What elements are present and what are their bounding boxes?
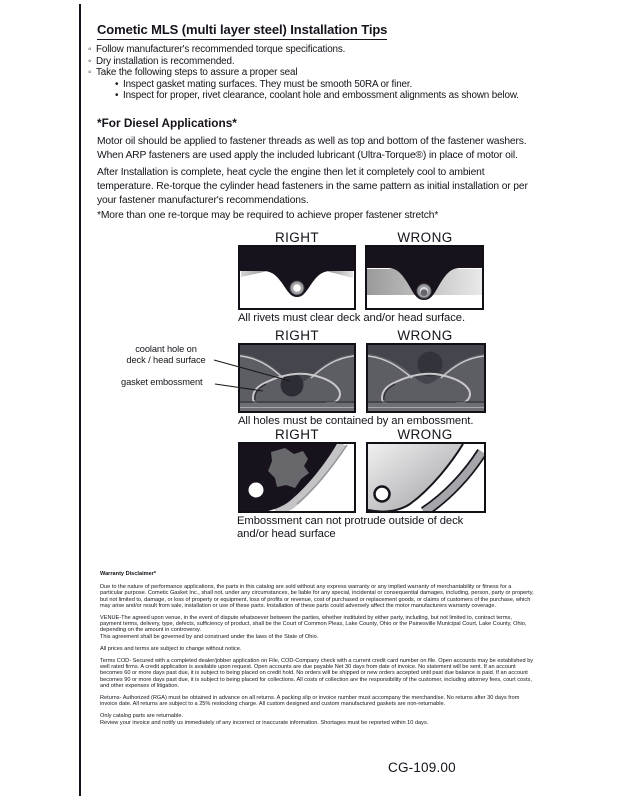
bullet-icon: ◦	[88, 67, 92, 79]
sub-bullet-icon: •	[115, 90, 119, 102]
caption-row2: All holes must be contained by an embossment.	[238, 415, 474, 427]
tip-text: Inspect for proper, rivet clearance, coolant hole and embossment alignments as shown below.	[123, 90, 519, 102]
diesel-paragraph-2: After Installation is complete, heat cycle the engine then let it completely cool to ambient temperature. Re-torque the cylinder head fasteners in the same pattern as initial installation or per your fastener manufacturer's recommendations.	[97, 167, 528, 206]
left-margin-rule	[79, 4, 81, 796]
diesel-paragraph-1: Motor oil should be applied to fastener threads as well as top and bottom of the fastener washers. When ARP fasteners are used apply the included lubricant (Ultra-Torque®) in place of motor oil.	[97, 136, 527, 161]
coolant-hole-icon	[418, 352, 443, 377]
annotation-line: coolant hole on	[135, 344, 197, 354]
caption-row1: All rivets must clear deck and/or head surface.	[238, 312, 465, 324]
sub-bullet-icon: •	[115, 78, 119, 90]
retorque-note: *More than one re-torque may be required to achieve proper fastener stretch*	[97, 210, 439, 221]
tip-text: Dry installation is recommended.	[96, 55, 235, 67]
warranty-paragraph: Due to the nature of performance applications, the parts in this catalog are sold without any express warranty or any implied warranty of merchantability or fitness for a particular purpose. Cometic Gasket Inc., shall not, under any circumstances, be liable for any special, incidental or consequential damages, including, person, party or property, but not limited to, damage, or loss of property or equipment, loss of profits or revenue, cost of purchased or replacement goods, or claims of customers of the purchase, which may arise and/or result from sale, installation or use of these parts. Installation of these parts could adversely affect the motor manufacturers warranty coverage.	[100, 584, 534, 609]
tip-text: Follow manufacturer's recommended torque specifications.	[96, 44, 346, 55]
diesel-applications-heading: *For Diesel Applications*	[97, 116, 237, 130]
list-item	[88, 44, 519, 56]
page-title: Cometic MLS (multi layer steel) Installation Tips	[97, 22, 387, 40]
bolt-hole-icon	[249, 483, 264, 498]
bolt-hole-icon	[375, 487, 390, 502]
tip-text: Take the following steps to assure a proper seal	[96, 67, 298, 79]
wrong-label-row3: WRONG	[397, 427, 453, 442]
list-item	[88, 67, 519, 79]
warranty-paragraph: VENUE-The agreed upon venue, in the event of dispute whatsoever between the parties, whether instituted by either party, including, but not limited to, contract terms, payment terms, delivery, type, defects, sufficiency of product, shall be the Court of Common Pleas, Lake County, Ohio or the Painesville Municipal Court, Lake County, Ohio, depending on the amount in controversy.	[100, 615, 527, 634]
wrong-label-row1: WRONG	[397, 230, 453, 245]
right-label-row3: RIGHT	[275, 427, 319, 442]
diagram-rivet-wrong	[365, 245, 484, 310]
caption-row3: Embossment can not protrude outside of deck and/or head surface	[237, 515, 464, 540]
diagram-protrusion-wrong	[366, 442, 486, 513]
diagram-embossment-wrong	[366, 343, 486, 413]
right-label-row1: RIGHT	[275, 230, 319, 245]
right-label-row2: RIGHT	[275, 328, 319, 343]
warranty-paragraph: Returns- Authorized (RGA) must be obtained in advance on all returns. A packing slip or invoice number must accompany the merchandise. No returns after 30 days from invoice date. All returns are subject to a 25% restocking charge. All custom designed and custom manufactured gaskets are non-returnable.	[100, 695, 520, 708]
warranty-paragraph: All prices and terms are subject to change without notice.	[100, 645, 242, 652]
gasket-embossment-annotation: gasket embossment	[121, 377, 203, 387]
list-item	[88, 90, 519, 102]
bullet-icon: ◦	[88, 55, 92, 67]
warranty-paragraph: This agreement shall be governed by and construed under the laws of the State of Ohio.	[100, 633, 319, 640]
list-item	[88, 79, 519, 91]
page-number: CG-109.00	[388, 760, 456, 775]
tips-list	[88, 44, 519, 102]
tip-text: Inspect gasket mating surfaces. They must be smooth 50RA or finer.	[123, 78, 413, 90]
annotation-line: deck / head surface	[126, 354, 206, 365]
warranty-heading: Warranty Disclaimer*	[100, 571, 157, 577]
warranty-paragraph: Terms COD- Secured with a completed dealer/jobber application on File, COD-Company check with a current credit card number on file. Open accounts may be established by well rated firms. A credit application is available upon request. Open accounts are due payable Net 30 days from date of invoice. No statement will be sent. If an account becomes 60 or more days past due, it is subject to being placed on credit hold. No orders will be shipped or new orders accepted until past due balance is paid. If an account becomes 90 or more days past due, it is subject to being placed for collections. All costs of collection are the responsibility of the customer, including attorney fees, court costs, and other expenses of litigation.	[100, 658, 534, 689]
bullet-icon: ◦	[88, 44, 92, 55]
annotation-leader-lines	[110, 330, 370, 440]
wrong-label-row2: WRONG	[397, 328, 453, 343]
warranty-disclaimer	[100, 571, 534, 726]
warranty-paragraph: Review your invoice and notify us immediately of any incorrect or inaccurate information. Shortages must be reported within 10 days.	[100, 719, 429, 726]
warranty-paragraph: Only catalog parts are returnable.	[100, 713, 184, 720]
diagram-rivet-right	[238, 245, 356, 310]
diagram-protrusion-right	[238, 442, 356, 513]
list-item	[88, 56, 519, 68]
